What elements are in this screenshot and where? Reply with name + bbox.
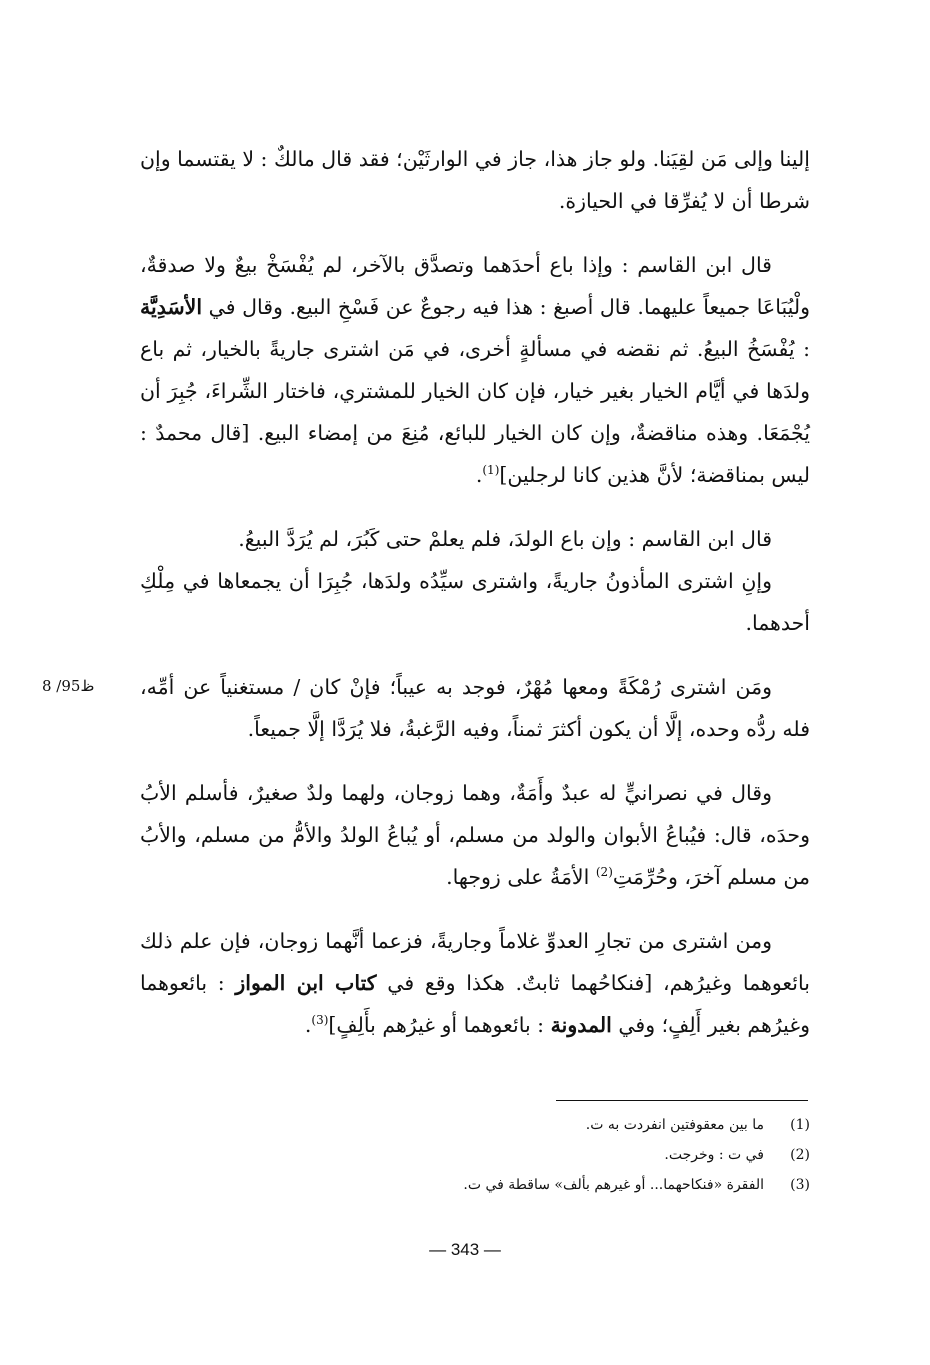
paragraph-7-text-a: ومن اشترى من تجارِ العدوِّ غلاماً وجاريةً، فزعما أنَّهما زوجان، فإن علم ذلك بائعوهما وغيرُهم، [فنكاحُهما ثابتٌ. هكذا وقع في (140, 929, 810, 995)
main-text (140, 138, 810, 1046)
book-title-mudawwana: المدونة (550, 1013, 612, 1037)
paragraph-2-text-b: : يُفْسَخُ البيعُ. ثم نقضه في مسألةٍ أخرى، في مَن اشترى جاريةً بالخيار، ثم باع ولدَها في أيَّام الخيار بغير خيار، فإن كان الخيار للمشتري، فاختار الشِّراءَ، جُبِرَ أن يُجْمَعَا. وهذه مناقضةٌ، وإن كان الخيار للبائع، مُنِعَ من إمضاء البيع. [قال محمدٌ : ليس بمناقضة؛ لأنَّ هذين كانا لرجلين] (140, 337, 810, 487)
paragraph-7-end: . (304, 1013, 312, 1037)
paragraph-3: قال ابن القاسم : وإن باع الولدَ، فلم يعلمْ حتى كَبُرَ، لم يُرَدَّ البيعُ. (238, 527, 772, 551)
footnote-item (380, 1170, 810, 1200)
footnote-item (380, 1110, 810, 1140)
paragraph-1: إلينا وإلى مَن لقِيَنا. ولو جاز هذا، جاز في الوارثَيْن؛ فقد قال مالكٌ : لا يقتسما وإن شرطا أن لا يُفرِّقا في الحيازة. (140, 147, 810, 213)
footnote-text: ما بين معقوفتين انفردت به ت. (585, 1117, 764, 1133)
paragraph-2 (140, 244, 810, 496)
footnote-divider (556, 1100, 808, 1101)
footnote-ref-1[interactable]: (1) (482, 463, 500, 478)
paragraph-7-text-b: : بائعوهما وغيرُهم بغير أَلِفٍ؛ وفي (140, 971, 810, 1037)
paragraph-7-text-c: : بائعوهما أو غيرُهم بأَلِفٍ] (328, 1013, 545, 1037)
page-number: — 343 — (429, 1240, 501, 1259)
book-title-ibn-al-mawwaz: كتاب ابن المواز (235, 971, 377, 995)
footnote-number: (2) (790, 1147, 810, 1163)
paragraph-2-text-a: قال ابن القاسم : وإذا باع أحدَهما وتصدَّق بالآخر، لم يُفْسَخْ بيعٌ ولا صدقةٌ، ولْيُبَاعَا جميعاً عليهما. قال أصبغ : هذا فيه رجوعٌ عن فَسْخِ البيع. وقال في (140, 253, 810, 319)
footnotes (380, 1110, 810, 1200)
footnote-item (380, 1140, 810, 1170)
footnote-number: (3) (790, 1177, 810, 1193)
paragraph-6 (140, 772, 810, 898)
manuscript-folio-reference: 8 /95ظ (42, 677, 95, 695)
footnote-text: في ت : وخرجت. (664, 1147, 764, 1163)
footnote-text: الفقرة «فنكاحهما... أو غيرهم بألف» ساقطة في ت. (463, 1177, 764, 1193)
paragraph-5: ومَن اشترى رُمْكَةً ومعها مُهْرٌ، فوجد به عيباً؛ فإنْ كان / مستغنياً عن أمِّه، فله ردُّه وحده، إلَّا أن يكون أكثرَ ثمناً، وفيه الرَّغبةُ، فلا يُرَدَّا إلَّا جميعاً. (140, 675, 810, 741)
paragraph-4: وإنِ اشترى المأذونُ جاريةً، واشترى سيِّدُه ولدَها، جُبِرَا أن يجمعاها في مِلْكِ أحدهما. (140, 569, 810, 635)
asadiyya-title: الأسَدِيَّة (140, 295, 203, 319)
paragraph-6-text-b: الأمَةُ على زوجها. (446, 865, 590, 889)
footnote-ref-2[interactable]: (2) (595, 865, 613, 880)
footnote-number: (1) (790, 1117, 810, 1133)
paragraph-2-end: . (475, 463, 483, 487)
paragraph-6-text-a: وقال في نصرانيٍّ له عبدٌ وأَمَةٌ، وهما زوجان، ولهما ولدٌ صغيرٌ، فأسلم الأبُ وحدَه، قال: فيُباعُ الأبوان والولد من مسلم، أو يُباعُ الولدُ والأمُّ من مسلم، والأبُ من مسلم آخرَ، وحُرِّمَتِ (140, 781, 810, 889)
footnote-ref-3[interactable]: (3) (311, 1013, 329, 1028)
paragraph-7 (140, 920, 810, 1046)
